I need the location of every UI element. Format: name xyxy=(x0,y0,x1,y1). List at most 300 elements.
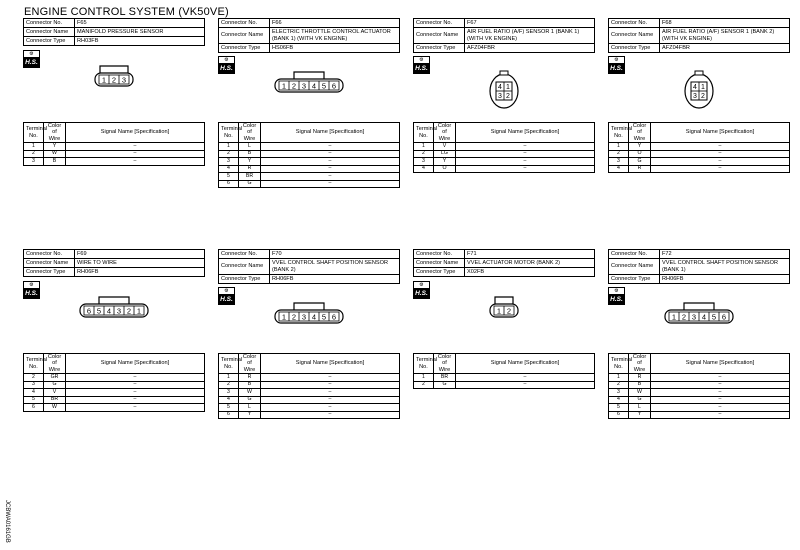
connector-no-label: Connector No. xyxy=(219,19,270,28)
connector-block xyxy=(413,249,595,388)
pin-label: 2 xyxy=(506,93,510,100)
table-row xyxy=(414,158,595,166)
terminal-no: 4 xyxy=(609,165,629,173)
terminal-table xyxy=(413,122,595,173)
table-row xyxy=(219,165,400,173)
connector-no-label: Connector No. xyxy=(609,250,660,259)
wire-color: R xyxy=(629,374,651,382)
pin-label: 2 xyxy=(291,81,297,91)
table-row xyxy=(219,180,400,188)
terminal-no: 3 xyxy=(24,381,44,389)
wire-color: L xyxy=(629,404,651,412)
connector-type-label: Connector Type xyxy=(414,268,465,277)
hs-label: H.S. xyxy=(23,288,40,299)
signal-name: – xyxy=(66,150,205,158)
connector-no-label: Connector No. xyxy=(24,250,75,259)
connector-type-label: Connector Type xyxy=(24,37,75,46)
signal-name: – xyxy=(651,381,790,389)
pin-label: 3 xyxy=(691,312,697,322)
signal-name: – xyxy=(651,411,790,419)
terminal-table xyxy=(23,122,205,166)
page-title: ENGINE CONTROL SYSTEM (VK50VE) xyxy=(24,6,229,18)
connector-type: AFZ04FBR xyxy=(660,44,790,53)
table-row xyxy=(24,396,205,404)
connector-type: RH03FB xyxy=(75,37,205,46)
terminal-no: 6 xyxy=(609,411,629,419)
connector-type: RH06FB xyxy=(270,275,400,284)
connector-type: AFZ04FBR xyxy=(465,44,595,53)
signal-name: – xyxy=(456,143,595,151)
connector-block xyxy=(218,249,400,418)
pin-label: 1 xyxy=(281,312,287,322)
wire-color: B xyxy=(239,381,261,389)
wire-color: W xyxy=(239,389,261,397)
signal-name: – xyxy=(651,165,790,173)
connector-header-table xyxy=(218,18,400,53)
wire-color: G xyxy=(629,396,651,404)
pin-label: 2 xyxy=(126,306,132,316)
connector-no: F65 xyxy=(75,19,205,28)
terminal-no: 1 xyxy=(219,143,239,151)
terminal-no: 3 xyxy=(219,158,239,166)
connector-face-diagram xyxy=(484,70,524,110)
pin-label: 3 xyxy=(301,312,307,322)
table-row xyxy=(609,150,790,158)
signal-name-header: Signal Name [Specification] xyxy=(66,354,205,374)
signal-name: – xyxy=(651,404,790,412)
connector-no: F68 xyxy=(660,19,790,28)
connector-header-table xyxy=(413,18,595,53)
connector-no: F69 xyxy=(75,250,205,259)
connector-name-label: Connector Name xyxy=(414,28,465,44)
connector-face-diagram xyxy=(489,295,519,319)
terminal-no-header: Terminal No. xyxy=(24,354,44,374)
table-row xyxy=(219,150,400,158)
signal-name: – xyxy=(261,158,400,166)
signal-name-header: Signal Name [Specification] xyxy=(261,123,400,143)
signal-name: – xyxy=(261,389,400,397)
signal-name: – xyxy=(261,180,400,188)
connector-block xyxy=(23,18,205,164)
terminal-no: 2 xyxy=(414,381,434,389)
wire-color: W xyxy=(629,389,651,397)
terminal-table xyxy=(608,122,790,173)
wire-color: W xyxy=(44,404,66,412)
terminal-no: 1 xyxy=(414,143,434,151)
wire-color: V xyxy=(44,389,66,397)
connector-name: AIR FUEL RATIO (A/F) SENSOR 1 (BANK 2) (WITH VK ENGINE) xyxy=(660,28,790,44)
pin-label: 6 xyxy=(86,306,92,316)
pin-label: 6 xyxy=(331,312,337,322)
pin-label: 5 xyxy=(321,312,327,322)
color-of-wire-header: Color of Wire xyxy=(434,354,456,374)
connector-type: X02FB xyxy=(465,268,595,277)
harness-side-icon: ⚙ H.S. xyxy=(413,56,430,74)
signal-name: – xyxy=(651,396,790,404)
signal-name: – xyxy=(66,381,205,389)
connector-face-diagram xyxy=(664,301,734,325)
connector-face-diagram xyxy=(79,295,149,319)
hs-label: H.S. xyxy=(608,63,625,74)
signal-name: – xyxy=(651,158,790,166)
pin-label: 5 xyxy=(711,312,717,322)
connector-no: F72 xyxy=(660,250,790,259)
wire-color: G xyxy=(44,381,66,389)
connector-type-label: Connector Type xyxy=(219,44,270,53)
pin-label: 1 xyxy=(506,84,510,91)
table-row xyxy=(24,381,205,389)
terminal-no: 2 xyxy=(609,381,629,389)
wire-color: G xyxy=(434,381,456,389)
table-row xyxy=(609,389,790,397)
connector-name-label: Connector Name xyxy=(219,259,270,275)
harness-side-icon: ⚙ H.S. xyxy=(413,281,430,299)
hs-label: H.S. xyxy=(413,288,430,299)
wire-color: O xyxy=(434,165,456,173)
table-row xyxy=(609,158,790,166)
harness-side-icon: ⚙ H.S. xyxy=(218,287,235,305)
wire-color: Y xyxy=(434,158,456,166)
wire-color: W xyxy=(44,150,66,158)
connector-block xyxy=(608,249,790,418)
signal-name: – xyxy=(456,150,595,158)
wire-color: O xyxy=(629,150,651,158)
connector-type-label: Connector Type xyxy=(609,275,660,284)
connector-no: F67 xyxy=(465,19,595,28)
hs-label: H.S. xyxy=(218,294,235,305)
terminal-no: 1 xyxy=(609,374,629,382)
connector-no-label: Connector No. xyxy=(414,19,465,28)
terminal-no-header: Terminal No. xyxy=(609,123,629,143)
table-row xyxy=(24,158,205,166)
table-row xyxy=(414,374,595,382)
connector-type-label: Connector Type xyxy=(609,44,660,53)
wire-color: B xyxy=(44,158,66,166)
terminal-no: 3 xyxy=(609,158,629,166)
signal-name: – xyxy=(651,389,790,397)
table-row xyxy=(219,396,400,404)
connector-name: MANIFOLD PRESSURE SENSOR xyxy=(75,28,205,37)
terminal-no: 4 xyxy=(414,165,434,173)
connector-name-label: Connector Name xyxy=(24,259,75,268)
pin-label: 1 xyxy=(136,306,142,316)
signal-name: – xyxy=(261,396,400,404)
table-row xyxy=(219,404,400,412)
terminal-table xyxy=(218,353,400,419)
connector-no: F66 xyxy=(270,19,400,28)
table-row xyxy=(609,143,790,151)
table-row xyxy=(24,143,205,151)
table-row xyxy=(219,143,400,151)
table-row xyxy=(24,404,205,412)
signal-name-header: Signal Name [Specification] xyxy=(261,354,400,374)
signal-name: – xyxy=(651,143,790,151)
hs-label: H.S. xyxy=(608,294,625,305)
wire-color: BR xyxy=(44,396,66,404)
signal-name: – xyxy=(456,381,595,389)
table-row xyxy=(414,381,595,389)
connector-name: WIRE TO WIRE xyxy=(75,259,205,268)
connector-block xyxy=(413,18,595,172)
connector-face-diagram xyxy=(679,70,719,110)
signal-name: – xyxy=(456,158,595,166)
pin-label: 4 xyxy=(311,312,317,322)
wire-color: BR xyxy=(239,173,261,181)
terminal-no: 6 xyxy=(219,411,239,419)
wire-color: BR xyxy=(434,374,456,382)
signal-name: – xyxy=(456,165,595,173)
terminal-no: 5 xyxy=(24,396,44,404)
terminal-table xyxy=(218,122,400,188)
wire-color: GR xyxy=(44,374,66,382)
signal-name-header: Signal Name [Specification] xyxy=(66,123,205,143)
color-of-wire-header: Color of Wire xyxy=(629,354,651,374)
pin-label: 3 xyxy=(121,75,127,85)
table-row xyxy=(219,173,400,181)
wire-color: Y xyxy=(629,143,651,151)
terminal-table xyxy=(23,353,205,412)
connector-header-table xyxy=(218,249,400,284)
connector-name: VVEL CONTROL SHAFT POSITION SENSOR (BANK 1) xyxy=(660,259,790,275)
pin-label: 3 xyxy=(693,93,697,100)
terminal-no-header: Terminal No. xyxy=(609,354,629,374)
signal-name: – xyxy=(651,374,790,382)
pin-label: 1 xyxy=(101,75,107,85)
connector-type-label: Connector Type xyxy=(414,44,465,53)
connector-type-label: Connector Type xyxy=(219,275,270,284)
terminal-no: 2 xyxy=(219,150,239,158)
wire-color: R xyxy=(629,165,651,173)
pin-label: 1 xyxy=(281,81,287,91)
terminal-no: 5 xyxy=(219,173,239,181)
wire-color: LG xyxy=(434,150,456,158)
pin-label: 5 xyxy=(321,81,327,91)
wire-color: L xyxy=(239,143,261,151)
hs-label: H.S. xyxy=(413,63,430,74)
signal-name: – xyxy=(261,173,400,181)
connector-header-table xyxy=(413,249,595,277)
signal-name-header: Signal Name [Specification] xyxy=(456,123,595,143)
connector-name-label: Connector Name xyxy=(219,28,270,44)
signal-name: – xyxy=(66,158,205,166)
connector-name-label: Connector Name xyxy=(609,28,660,44)
pin-label: 4 xyxy=(311,81,317,91)
wire-color: G xyxy=(239,396,261,404)
terminal-no: 1 xyxy=(219,374,239,382)
pin-label: 4 xyxy=(106,306,112,316)
signal-name: – xyxy=(66,374,205,382)
harness-side-icon: ⚙ H.S. xyxy=(218,56,235,74)
connector-name: AIR FUEL RATIO (A/F) SENSOR 1 (BANK 1) (WITH VK ENGINE) xyxy=(465,28,595,44)
terminal-no-header: Terminal No. xyxy=(414,123,434,143)
signal-name: – xyxy=(456,374,595,382)
wire-color: B xyxy=(629,381,651,389)
connector-block xyxy=(608,18,790,172)
wire-color: B xyxy=(239,150,261,158)
terminal-no: 3 xyxy=(24,158,44,166)
terminal-no: 1 xyxy=(414,374,434,382)
wire-color: R xyxy=(239,165,261,173)
signal-name: – xyxy=(66,396,205,404)
color-of-wire-header: Color of Wire xyxy=(44,123,66,143)
wire-color: G xyxy=(629,158,651,166)
terminal-no-header: Terminal No. xyxy=(219,123,239,143)
connector-face-diagram xyxy=(274,301,344,325)
connector-header-table xyxy=(23,18,205,46)
harness-side-icon: ⚙ H.S. xyxy=(608,287,625,305)
terminal-no: 3 xyxy=(414,158,434,166)
terminal-no: 3 xyxy=(219,389,239,397)
connector-header-table xyxy=(608,249,790,284)
terminal-no: 6 xyxy=(219,180,239,188)
table-row xyxy=(609,381,790,389)
terminal-no-header: Terminal No. xyxy=(414,354,434,374)
terminal-no: 1 xyxy=(609,143,629,151)
connector-name: ELECTRIC THROTTLE CONTROL ACTUATOR (BANK 1) (WITH VK ENGINE) xyxy=(270,28,400,44)
connector-no-label: Connector No. xyxy=(609,19,660,28)
connector-block xyxy=(23,249,205,410)
table-row xyxy=(219,374,400,382)
table-row xyxy=(414,165,595,173)
terminal-no: 2 xyxy=(24,150,44,158)
wire-color: Y xyxy=(44,143,66,151)
pin-label: 4 xyxy=(701,312,707,322)
terminal-no: 3 xyxy=(609,389,629,397)
terminal-no: 4 xyxy=(219,165,239,173)
pin-label: 2 xyxy=(111,75,117,85)
wire-color: Y xyxy=(629,411,651,419)
table-row xyxy=(24,150,205,158)
terminal-no: 4 xyxy=(24,389,44,397)
table-row xyxy=(609,165,790,173)
signal-name: – xyxy=(66,404,205,412)
harness-side-icon: ⚙ H.S. xyxy=(23,281,40,299)
terminal-no: 6 xyxy=(24,404,44,412)
signal-name: – xyxy=(261,165,400,173)
connector-no-label: Connector No. xyxy=(24,19,75,28)
wire-color: L xyxy=(239,404,261,412)
pin-label: 1 xyxy=(671,312,677,322)
color-of-wire-header: Color of Wire xyxy=(629,123,651,143)
table-row xyxy=(219,381,400,389)
signal-name: – xyxy=(261,374,400,382)
pin-label: 2 xyxy=(701,93,705,100)
pin-label: 2 xyxy=(681,312,687,322)
table-row xyxy=(219,411,400,419)
hs-label: H.S. xyxy=(218,63,235,74)
connector-no: F70 xyxy=(270,250,400,259)
terminal-no: 1 xyxy=(24,143,44,151)
connector-name: VVEL ACTUATOR MOTOR (BANK 2) xyxy=(465,259,595,268)
table-row xyxy=(609,404,790,412)
pin-label: 1 xyxy=(496,306,502,316)
connector-face-diagram xyxy=(274,70,344,94)
pin-label: 6 xyxy=(721,312,727,322)
signal-name-header: Signal Name [Specification] xyxy=(651,123,790,143)
harness-side-icon: ⚙ H.S. xyxy=(23,50,40,68)
color-of-wire-header: Color of Wire xyxy=(239,123,261,143)
signal-name: – xyxy=(261,381,400,389)
table-row xyxy=(609,374,790,382)
connector-header-table xyxy=(23,249,205,277)
harness-side-icon: ⚙ H.S. xyxy=(608,56,625,74)
connector-face-diagram xyxy=(94,64,134,88)
connector-name-label: Connector Name xyxy=(24,28,75,37)
connector-name-label: Connector Name xyxy=(609,259,660,275)
pin-label: 4 xyxy=(693,84,697,91)
connector-type: RH06FB xyxy=(75,268,205,277)
wire-color: R xyxy=(239,374,261,382)
terminal-no: 4 xyxy=(609,396,629,404)
pin-label: 3 xyxy=(498,93,502,100)
connector-name: VVEL CONTROL SHAFT POSITION SENSOR (BANK 2) xyxy=(270,259,400,275)
connector-type-label: Connector Type xyxy=(24,268,75,277)
table-row xyxy=(24,374,205,382)
figure-code: JCBWA0161GB xyxy=(4,500,10,543)
connector-type: HS06FB xyxy=(270,44,400,53)
wire-color: Y xyxy=(239,411,261,419)
table-row xyxy=(219,158,400,166)
signal-name: – xyxy=(66,389,205,397)
connector-name-label: Connector Name xyxy=(414,259,465,268)
pin-label: 3 xyxy=(116,306,122,316)
pin-label: 3 xyxy=(301,81,307,91)
table-row xyxy=(609,411,790,419)
signal-name-header: Signal Name [Specification] xyxy=(651,354,790,374)
table-row xyxy=(219,389,400,397)
terminal-no: 2 xyxy=(24,374,44,382)
pin-label: 5 xyxy=(96,306,102,316)
terminal-table xyxy=(413,353,595,389)
pin-label: 2 xyxy=(291,312,297,322)
terminal-no: 2 xyxy=(219,381,239,389)
pin-label: 6 xyxy=(331,81,337,91)
color-of-wire-header: Color of Wire xyxy=(44,354,66,374)
terminal-no: 5 xyxy=(219,404,239,412)
terminal-no: 2 xyxy=(609,150,629,158)
terminal-no: 4 xyxy=(219,396,239,404)
signal-name: – xyxy=(261,411,400,419)
pin-label: 2 xyxy=(506,306,512,316)
signal-name-header: Signal Name [Specification] xyxy=(456,354,595,374)
terminal-no: 5 xyxy=(609,404,629,412)
signal-name: – xyxy=(261,150,400,158)
signal-name: – xyxy=(261,404,400,412)
signal-name: – xyxy=(66,143,205,151)
connector-no: F71 xyxy=(465,250,595,259)
terminal-no-header: Terminal No. xyxy=(24,123,44,143)
wire-color: G xyxy=(239,180,261,188)
pin-label: 4 xyxy=(498,84,502,91)
terminal-no-header: Terminal No. xyxy=(219,354,239,374)
table-row xyxy=(609,396,790,404)
connector-no-label: Connector No. xyxy=(219,250,270,259)
connector-no-label: Connector No. xyxy=(414,250,465,259)
connector-header-table xyxy=(608,18,790,53)
terminal-table xyxy=(608,353,790,419)
terminal-no: 2 xyxy=(414,150,434,158)
signal-name: – xyxy=(651,150,790,158)
hs-label: H.S. xyxy=(23,57,40,68)
connector-type: RH06FB xyxy=(660,275,790,284)
color-of-wire-header: Color of Wire xyxy=(239,354,261,374)
signal-name: – xyxy=(261,143,400,151)
wire-color: Y xyxy=(239,158,261,166)
color-of-wire-header: Color of Wire xyxy=(434,123,456,143)
connector-block xyxy=(218,18,400,187)
pin-label: 1 xyxy=(701,84,705,91)
wire-color: V xyxy=(434,143,456,151)
